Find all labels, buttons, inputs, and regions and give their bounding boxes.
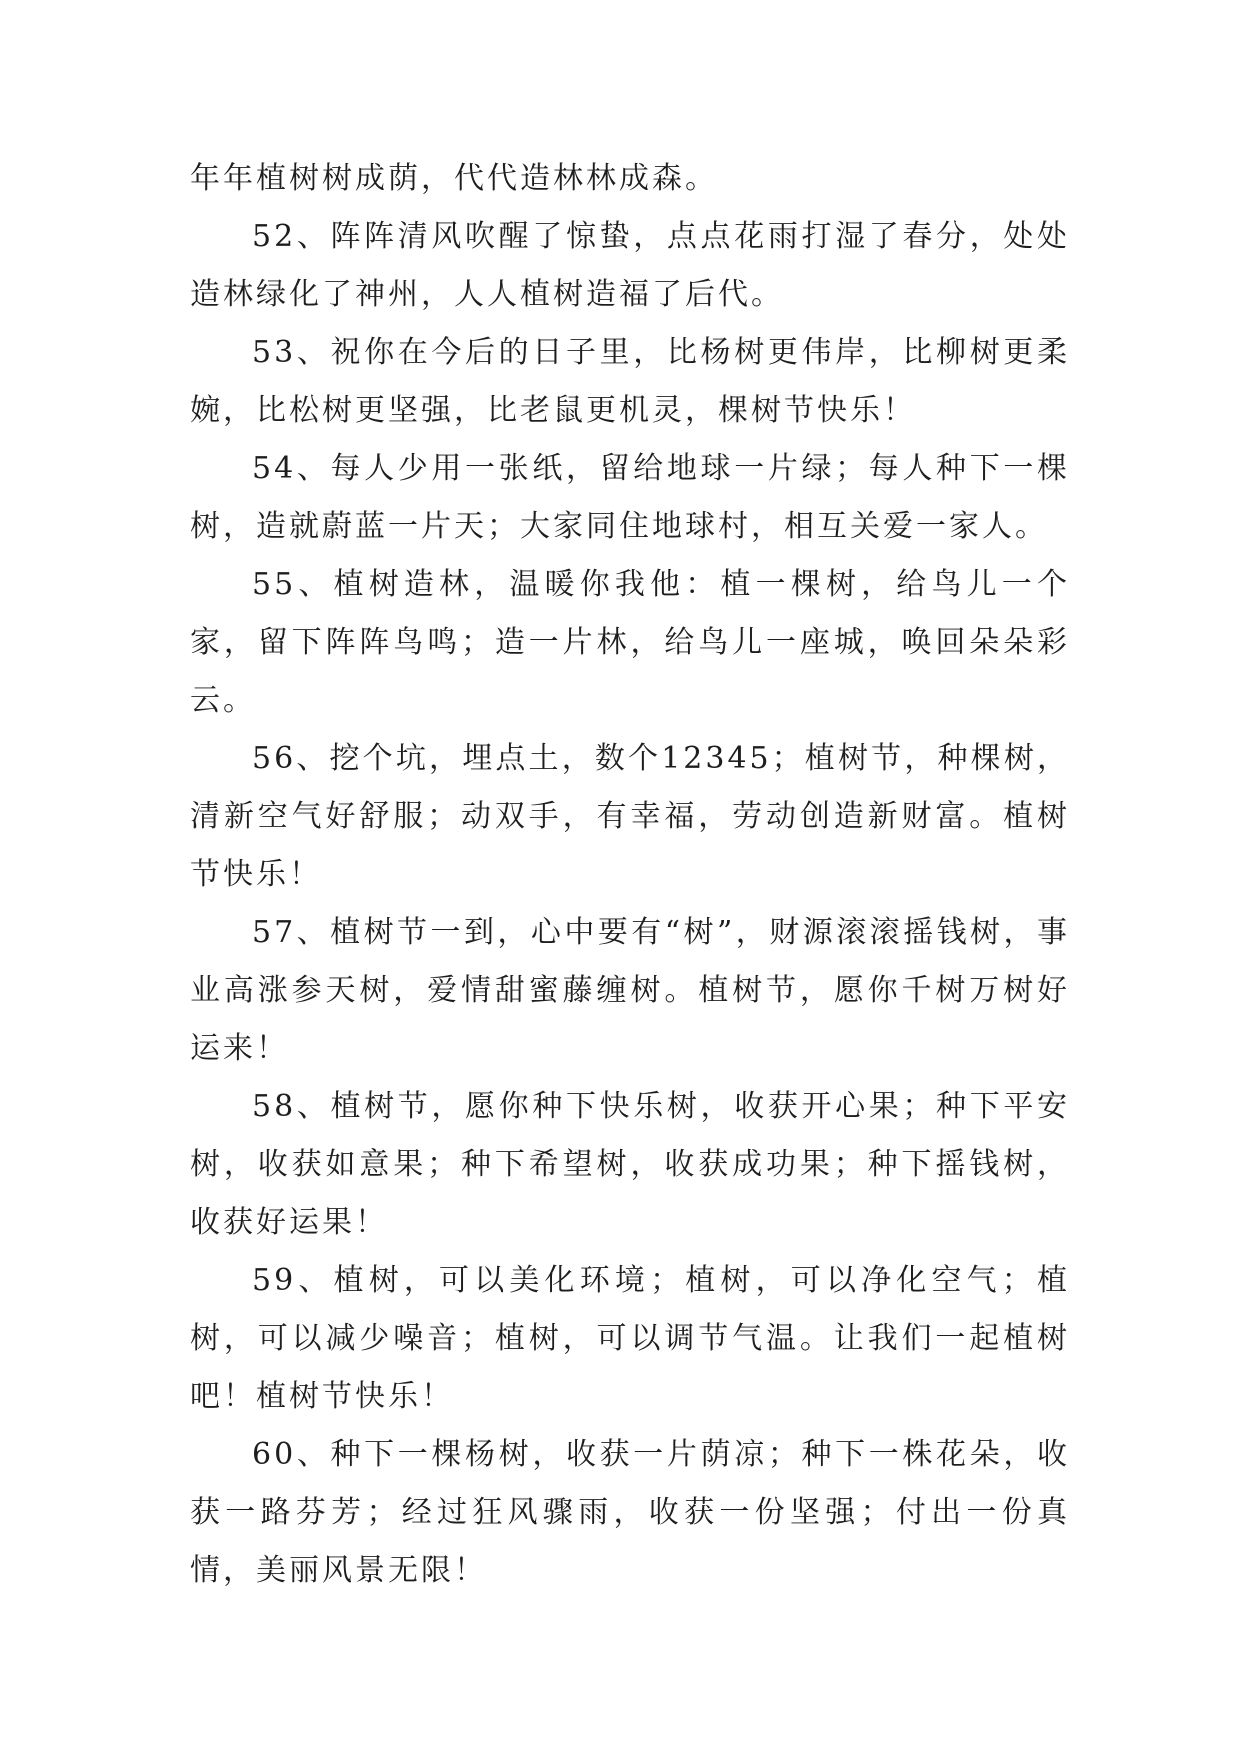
paragraph-52: 52、阵阵清风吹醒了惊蛰，点点花雨打湿了春分，处处造林绿化了神州，人人植树造福了后代。 [190, 219, 1070, 312]
paragraph-60: 60、种下一棵杨树，收获一片荫凉；种下一株花朵，收获一路芬芳；经过狂风骤雨，收获一份坚强；付出一份真情，美丽风景无限！ [190, 1437, 1070, 1588]
paragraph-55: 55、植树造林，温暖你我他：植一棵树，给鸟儿一个家，留下阵阵鸟鸣；造一片林，给鸟儿一座城，唤回朵朵彩云。 [190, 567, 1070, 718]
paragraph-57: 57、植树节一到，心中要有“树”，财源滚滚摇钱树，事业高涨参天树，爱情甜蜜藤缠树。植树节，愿你千树万树好运来！ [190, 915, 1070, 1066]
paragraph-54: 54、每人少用一张纸，留给地球一片绿；每人种下一棵树，造就蔚蓝一片天；大家同住地球村，相互关爱一家人。 [190, 451, 1070, 544]
paragraph-59: 59、植树，可以美化环境；植树，可以净化空气；植树，可以减少噪音；植树，可以调节气温。让我们一起植树吧！植树节快乐！ [190, 1263, 1070, 1414]
paragraph-58: 58、植树节，愿你种下快乐树，收获开心果；种下平安树，收获如意果；种下希望树，收获成功果；种下摇钱树，收获好运果！ [190, 1089, 1070, 1240]
paragraph-53: 53、祝你在今后的日子里，比杨树更伟岸，比柳树更柔婉，比松树更坚强，比老鼠更机灵，棵树节快乐！ [190, 335, 1070, 428]
paragraph-continuation: 年年植树树成荫，代代造林林成森。 [190, 161, 718, 196]
paragraph-56: 56、挖个坑，埋点土，数个12345；植树节，种棵树，清新空气好舒服；动双手，有幸福，劳动创造新财富。植树节快乐！ [190, 741, 1070, 892]
document-body [190, 150, 1070, 1600]
